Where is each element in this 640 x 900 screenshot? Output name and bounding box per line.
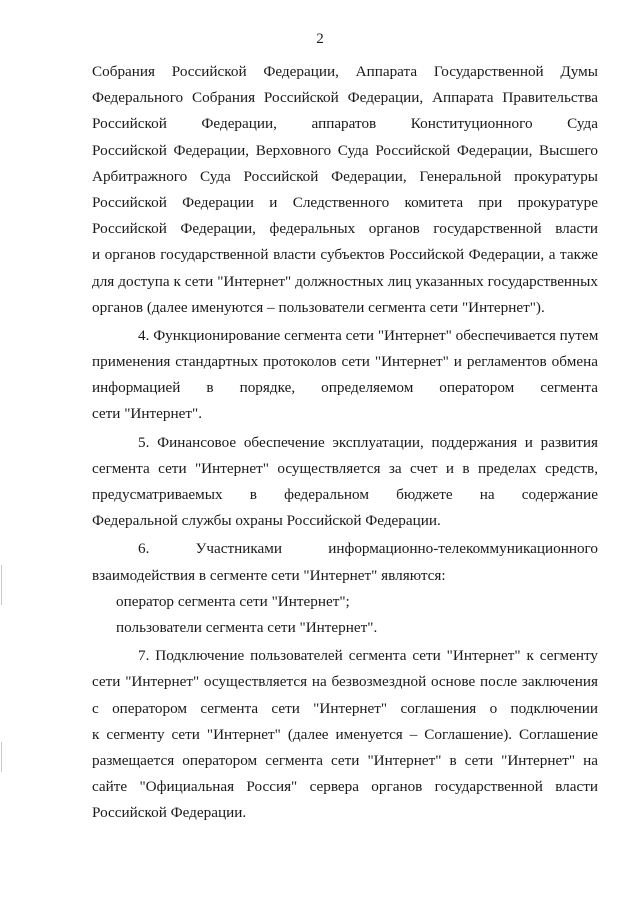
text-line: сайте "Официальная Россия" сервера органов государственной власти [92, 778, 598, 796]
document-body [92, 59, 598, 826]
text-line: Российской Федерации и Следственного комитета при прокуратуре [92, 193, 598, 211]
scan-margin-mark [1, 565, 2, 605]
text-line: с оператором сегмента сети "Интернет" соглашения о подключении [92, 699, 598, 717]
text-line: сети "Интернет" осуществляется на безвозмездной основе после заключения [92, 673, 598, 691]
text-line: взаимодействия в сегменте сети "Интернет" являются: [92, 566, 446, 584]
text-line: Федерального Собрания Российской Федерации, Аппарата Правительства [92, 89, 598, 107]
text-line: оператор сегмента сети "Интернет"; [116, 592, 350, 610]
text-line: Российской Федерации, федеральных органов государственной власти [92, 220, 598, 238]
page-number: 2 [316, 31, 324, 47]
text-line: 7. Подключение пользователей сегмента сети "Интернет" к сегменту [138, 647, 598, 665]
text-line: 6. Участниками информационно-телекоммуникационного [138, 540, 598, 558]
text-line: 5. Финансовое обеспечение эксплуатации, поддержания и развития [138, 433, 598, 451]
text-line: предусматриваемых в федеральном бюджете на содержание [92, 486, 598, 503]
text-line: пользователи сегмента сети "Интернет". [116, 618, 378, 636]
scan-margin-mark [1, 742, 2, 772]
text-line: Арбитражного Суда Российской Федерации, Генеральной прокуратуры [92, 167, 598, 185]
text-line: сегмента сети "Интернет" осуществляется за счет и в пределах средств, [92, 459, 598, 477]
text-line: 4. Функционирование сегмента сети "Интернет" обеспечивается путем [138, 326, 598, 344]
text-line: и органов государственной власти субъектов Российской Федерации, а также [92, 246, 598, 264]
text-line: Российской Федерации. [92, 804, 247, 822]
text-line: сети "Интернет". [92, 405, 202, 423]
text-line: Российской Федерации, аппаратов Конституционного Суда [92, 115, 598, 133]
text-line: к сегменту сети "Интернет" (далее именуется – Соглашение). Соглашение [92, 725, 598, 743]
text-line: информацией в порядке, определяемом оператором сегмента [92, 379, 598, 397]
text-line: применения стандартных протоколов сети "Интернет" и регламентов обмена [92, 353, 598, 371]
text-line: органов (далее именуются – пользователи сегмента сети "Интернет"). [92, 298, 545, 316]
text-line: размещается оператором сегмента сети "Интернет" в сети "Интернет" на [92, 751, 598, 769]
text-line: Федеральной службы охраны Российской Федерации. [92, 512, 441, 530]
text-line: Собрания Российской Федерации, Аппарата Государственной Думы [92, 63, 598, 80]
text-line: для доступа к сети "Интернет" должностных лиц указанных государственных [92, 272, 598, 290]
text-line: Российской Федерации, Верховного Суда Российской Федерации, Высшего [92, 141, 598, 159]
